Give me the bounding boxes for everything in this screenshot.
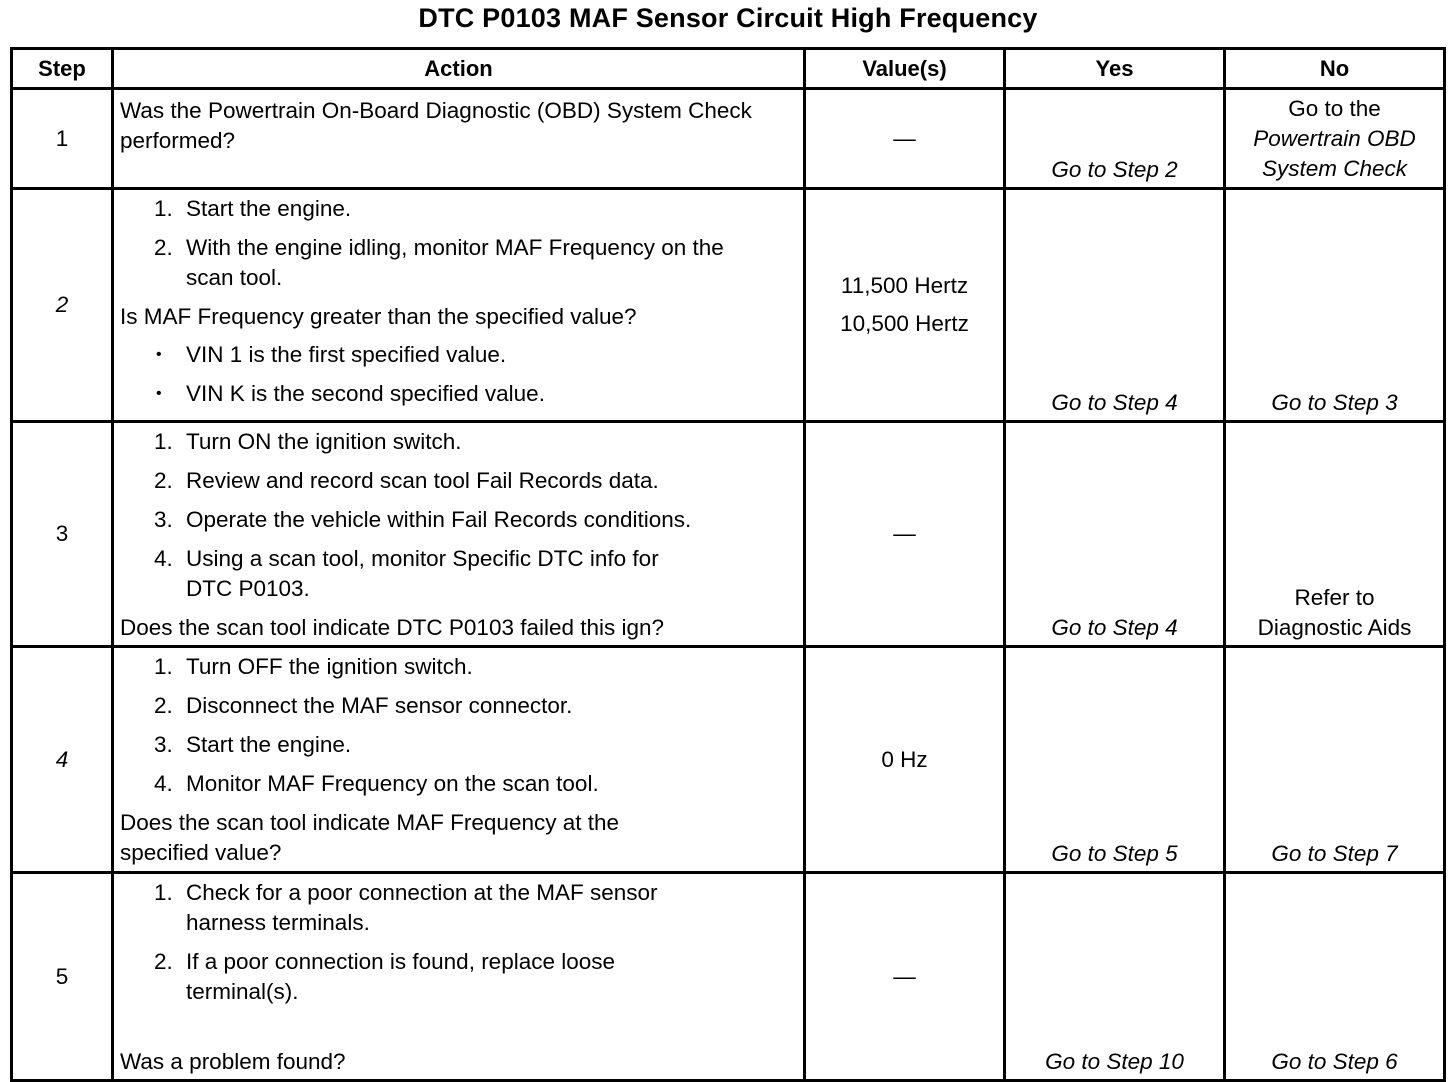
table-row	[12, 89, 1445, 189]
value-cell: —	[805, 873, 1005, 1081]
no-link[interactable]: Go to Step 3	[1271, 390, 1398, 415]
header-values: Value(s)	[805, 49, 1005, 89]
yes-link[interactable]: Go to Step 2	[1051, 157, 1178, 182]
yes-cell	[1005, 873, 1225, 1081]
header-action: Action	[113, 49, 805, 89]
yes-cell	[1005, 89, 1225, 189]
step-number: 4	[12, 647, 113, 873]
value-line: 11,500 Hertz	[840, 273, 969, 298]
action-step: 1. Turn ON the ignition switch.	[154, 429, 462, 454]
no-cell	[1225, 89, 1445, 189]
action-step: 2. Review and record scan tool Fail Records data.	[154, 468, 659, 493]
action-step: 4. Monitor MAF Frequency on the scan tool.	[154, 771, 599, 796]
no-link[interactable]: Go to Step 7	[1271, 841, 1398, 866]
value-cell	[805, 189, 1005, 422]
value-cell: —	[805, 89, 1005, 189]
action-step: 3. Operate the vehicle within Fail Records conditions.	[154, 507, 692, 532]
yes-cell	[1005, 189, 1225, 422]
no-text-line: Refer to	[1294, 585, 1375, 610]
diagnostic-table	[10, 47, 1446, 1082]
no-cell	[1225, 189, 1445, 422]
action-step: 4. Using a scan tool, monitor Specific DTC info for DTC P0103.	[154, 546, 659, 601]
bullet-item: • VIN K is the second specified value.	[156, 381, 545, 406]
table-row	[12, 422, 1445, 647]
page-title: DTC P0103 MAF Sensor Circuit High Frequency	[418, 3, 1038, 33]
value-cell: 0 Hz	[805, 647, 1005, 873]
yes-link[interactable]: Go to Step 5	[1051, 841, 1178, 866]
step-number: 3	[12, 422, 113, 647]
yes-link[interactable]: Go to Step 10	[1045, 1049, 1184, 1074]
action-cell	[113, 89, 805, 189]
yes-link[interactable]: Go to Step 4	[1051, 390, 1178, 415]
action-step: 2. If a poor connection is found, replace loose terminal(s).	[154, 949, 616, 1004]
action-step: 1. Turn OFF the ignition switch.	[154, 654, 473, 679]
action-step: 1. Check for a poor connection at the MAF sensor harness terminals.	[154, 880, 658, 935]
value-cell: —	[805, 422, 1005, 647]
action-question: Does the scan tool indicate MAF Frequency at the specified value?	[120, 810, 620, 865]
yes-cell	[1005, 422, 1225, 647]
action-steps	[120, 194, 797, 293]
action-question: Was a problem found?	[120, 1049, 346, 1074]
yes-link[interactable]: Go to Step 4	[1051, 615, 1178, 640]
no-text-line: Diagnostic Aids	[1257, 615, 1412, 640]
action-question: Is MAF Frequency greater than the specified value?	[120, 304, 637, 329]
action-cell	[113, 647, 805, 873]
action-bullets	[120, 340, 797, 409]
step-number: 1	[12, 89, 113, 189]
step-number: 2	[12, 189, 113, 422]
action-step: 2. Disconnect the MAF sensor connector.	[154, 693, 573, 718]
no-text-line: System Check	[1261, 156, 1408, 181]
action-steps	[120, 652, 797, 799]
table-row	[12, 647, 1445, 873]
action-question: Does the scan tool indicate DTC P0103 failed this ign?	[120, 615, 665, 640]
no-text-line: Powertrain OBD	[1253, 126, 1416, 151]
table-header-row	[12, 49, 1445, 89]
yes-cell	[1005, 647, 1225, 873]
no-link[interactable]	[1226, 90, 1443, 184]
no-cell	[1225, 647, 1445, 873]
header-no: No	[1225, 49, 1445, 89]
no-text-line: Go to the	[1288, 96, 1381, 121]
table-row	[12, 189, 1445, 422]
action-cell	[113, 873, 805, 1081]
action-step: 3. Start the engine.	[154, 732, 352, 757]
no-link[interactable]	[1226, 583, 1443, 643]
action-cell	[113, 189, 805, 422]
value-line: 10,500 Hertz	[840, 311, 969, 336]
table-row	[12, 873, 1445, 1081]
no-cell	[1225, 422, 1445, 647]
header-yes: Yes	[1005, 49, 1225, 89]
action-cell	[113, 422, 805, 647]
action-steps	[120, 427, 797, 604]
action-steps	[120, 878, 797, 1007]
no-link[interactable]: Go to Step 6	[1271, 1049, 1398, 1074]
step-number: 5	[12, 873, 113, 1081]
action-question: Was the Powertrain On-Board Diagnostic (OBD) System Check performed?	[120, 98, 752, 153]
no-cell	[1225, 873, 1445, 1081]
action-step: 1. Start the engine.	[154, 196, 352, 221]
action-step: 2. With the engine idling, monitor MAF Frequency on the scan tool.	[154, 235, 724, 290]
header-step: Step	[12, 49, 113, 89]
bullet-item: • VIN 1 is the first specified value.	[156, 342, 507, 367]
